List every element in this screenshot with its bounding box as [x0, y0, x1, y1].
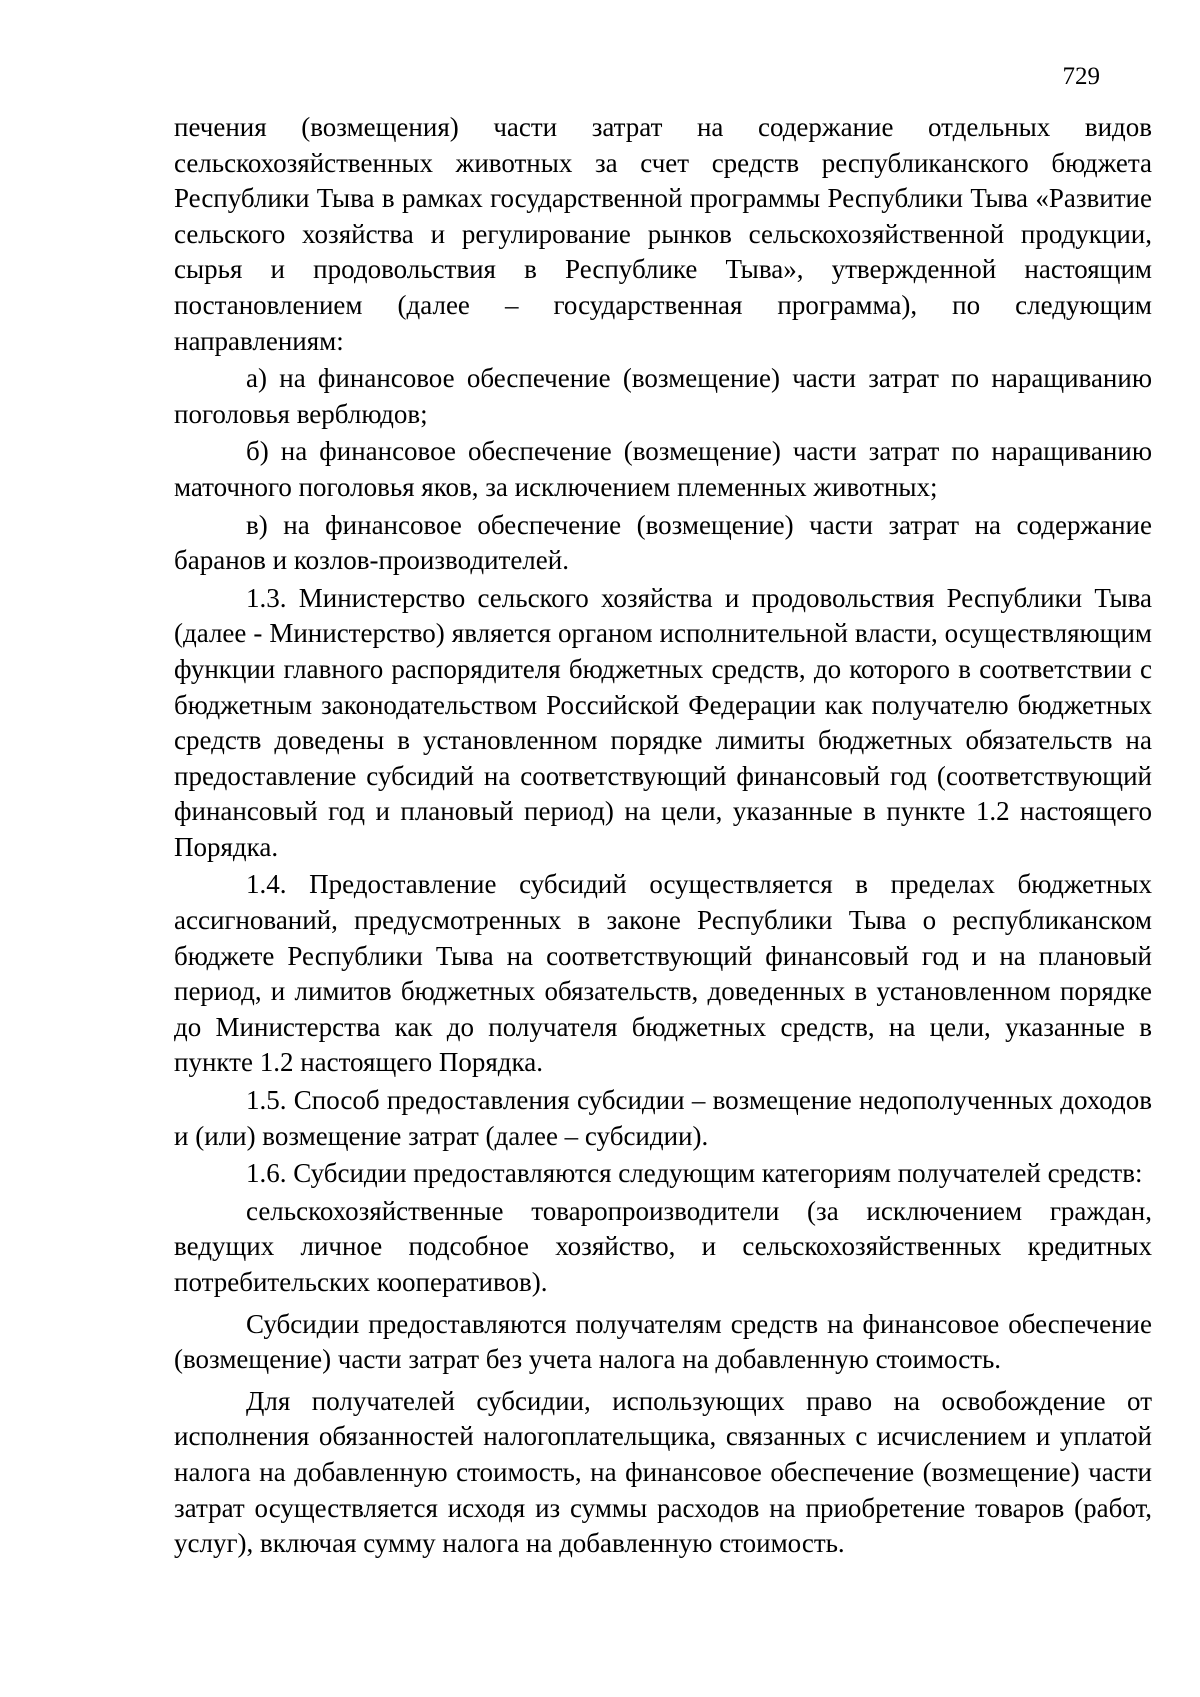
paragraph-recipients-category: сельскохозяйственные товаропроизводители (за исключением граждан, ведущих личное подсобное хозяйство, и сельскохозяйственных кредитных потребительских кооперативов).	[174, 1195, 1152, 1297]
paragraph-subsidies-without-vat: Субсидии предоставляются получателям средств на финансовое обеспечение (возмещение) части затрат без учета налога на добавленную стоимость.	[174, 1308, 1152, 1375]
paragraph-item-b: б) на финансовое обеспечение (возмещение) части затрат по наращиванию маточного поголовья яков, за исключением племенных животных;	[174, 436, 1152, 502]
paragraph-item-v: в) на финансовое обеспечение (возмещение) части затрат на содержание баранов и козлов-производителей.	[174, 509, 1152, 576]
document-body	[174, 110, 1152, 1564]
paragraph-section-1-5: 1.5. Способ предоставления субсидии – возмещение недополученных доходов и (или) возмещение затрат (далее – субсидии).	[174, 1085, 1152, 1151]
paragraph-section-1-3: 1.3. Министерство сельского хозяйства и продовольствия Республики Тыва (далее - Министерство) является органом исполнительной власти, осуществляющим функции главного распорядителя бюджетных средств, до которого в соответствии с бюджетным законодательством Российской Федерации как получателю бюджетных средств доведены в установленном порядке лимиты бюджетных обязательств на предоставление субсидий на соответствующий финансовый год (соответствующий финансовый год и плановый период) на цели, указанные в пункте 1.2 настоящего Порядка.	[174, 582, 1152, 862]
paragraph-item-a: а) на финансовое обеспечение (возмещение) части затрат по наращиванию поголовья верблюдов;	[174, 363, 1152, 429]
paragraph-section-1-6: 1.6. Субсидии предоставляются следующим категориям получателей средств:	[246, 1158, 1143, 1189]
paragraph-vat-exemption: Для получателей субсидии, использующих право на освобождение от исполнения обязанностей налогоплательщика, связанных с исчислением и уплатой налога на добавленную стоимость, на финансовое обеспечение (возмещение) части затрат осуществляется исходя из суммы расходов на приобретение товаров (работ, услуг), включая сумму налога на добавленную стоимость.	[174, 1385, 1152, 1559]
page-number: 729	[1062, 63, 1100, 90]
paragraph-section-1-4: 1.4. Предоставление субсидий осуществляется в пределах бюджетных ассигнований, предусмотренных в законе Республики Тыва о республиканском бюджете Республики Тыва на соответствующий финансовый год и на плановый период, и лимитов бюджетных обязательств, доведенных в установленном порядке до Министерства как до получателя бюджетных средств, на цели, указанные в пункте 1.2 настоящего Порядка.	[174, 869, 1152, 1078]
paragraph-intro-continued: печения (возмещения) части затрат на содержание отдельных видов сельскохозяйственных животных за счет средств республиканского бюджета Республики Тыва в рамках государственной программы Республики Тыва «Развитие сельского хозяйства и регулирование рынков сельскохозяйственной продукции, сырья и продовольствия в Республике Тыва», утвержденной настоящим постановлением (далее – государственная программа), по следующим направлениям:	[174, 112, 1152, 356]
